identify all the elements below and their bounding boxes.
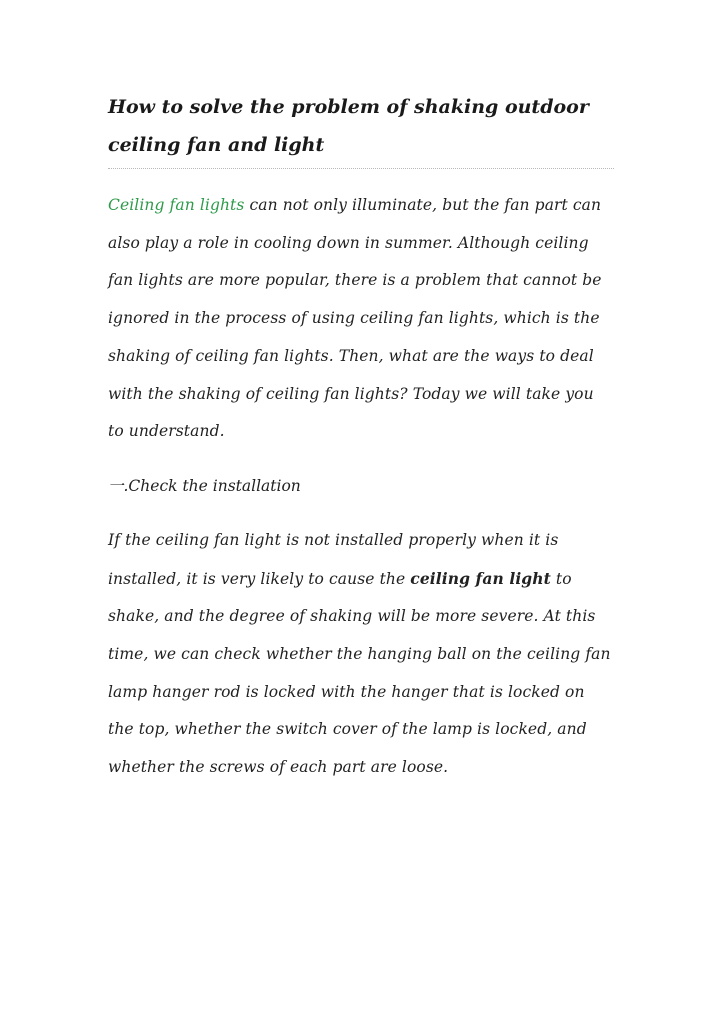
section-text-before: If the ceiling fan light is not installed properly when it is installed, it is very likely to cause the: [108, 530, 559, 588]
section-paragraph: [108, 522, 614, 787]
article-title: How to solve the problem of shaking outdoor ceiling fan and light: [108, 96, 589, 156]
bold-keyword: ceiling fan light: [410, 568, 551, 588]
intro-paragraph: [108, 187, 614, 451]
ceiling-fan-lights-link[interactable]: Ceiling fan lights: [108, 196, 245, 214]
intro-text: can not only illuminate, but the fan part can also play a role in cooling down in summer. Although ceiling fan lights are more popular, there is a problem that cannot be ignored in the process of using ceiling fan lights, which is the shaking of ceiling fan lights. Then, what are the ways to deal with the shaking of ceiling fan lights? Today we will take you to understand.: [108, 196, 602, 441]
section-text-after: to shake, and the degree of shaking will be more severe. At this time, we can check whether the hanging ball on the ceiling fan lamp hanger rod is locked with the hanger that is locked on the top, whether the switch cover of the lamp is locked, and whether the screws of each part are loose.: [108, 569, 611, 777]
title-divider: [108, 168, 614, 169]
section-heading: 一.Check the installation: [108, 476, 301, 495]
article: [108, 88, 614, 787]
